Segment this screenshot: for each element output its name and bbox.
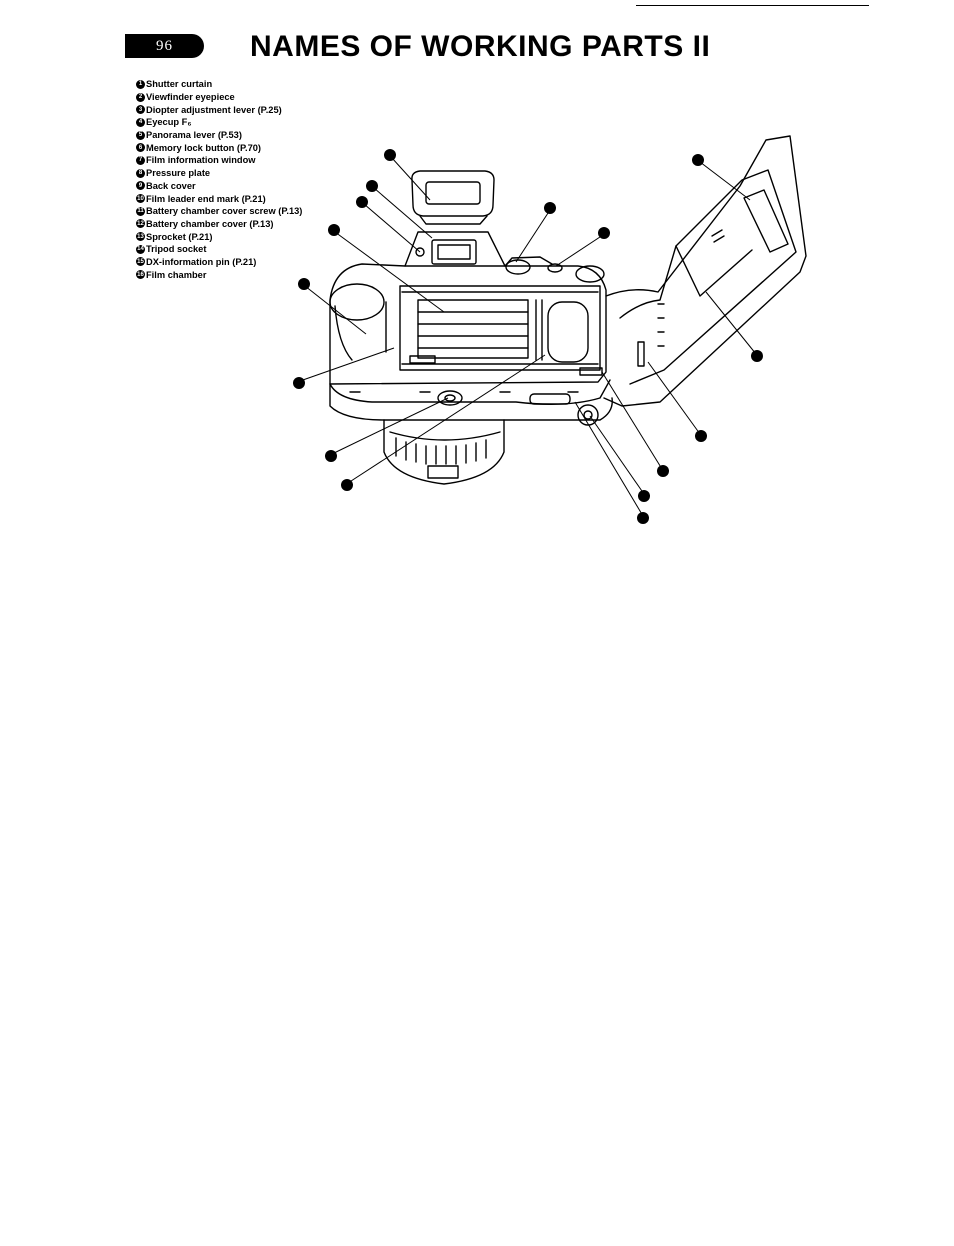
part-number-badge: 12 — [137, 220, 144, 227]
part-number-badge: 9 — [136, 181, 145, 190]
part-label: Diopter adjustment lever (P.25) — [146, 104, 282, 115]
part-label: Memory lock button (P.70) — [146, 142, 262, 153]
viewfinder-prism-illustration — [405, 232, 505, 266]
page-number-tab: 96 — [125, 34, 204, 58]
callout-2 — [366, 180, 378, 192]
callout-16 — [341, 479, 353, 491]
eyecup-illustration — [412, 171, 494, 224]
part-number-badge: 5 — [136, 131, 145, 140]
callout-11 — [638, 490, 650, 502]
part-number-badge: 10 — [137, 195, 144, 202]
callout-5 — [544, 202, 556, 214]
lens-illustration — [384, 420, 504, 484]
callout-10 — [657, 465, 669, 477]
part-label: Pressure plate — [146, 168, 211, 179]
part-number-badge: 3 — [136, 105, 145, 114]
part-label: Panorama lever (P.53) — [146, 130, 242, 141]
part-label: Eyecup F₆ — [146, 117, 192, 128]
part-number-badge: 11 — [137, 208, 144, 215]
part-number-badge: 8 — [136, 169, 145, 178]
part-label: Battery chamber cover screw (P.13) — [146, 206, 303, 217]
part-label: Tripod socket — [146, 244, 207, 255]
part-number-badge: 2 — [136, 93, 145, 102]
camera-body-illustration — [330, 264, 612, 425]
back-cover-illustration — [604, 136, 806, 406]
part-label: Viewfinder eyepiece — [146, 92, 235, 103]
callout-13 — [298, 278, 310, 290]
callout-4 — [384, 149, 396, 161]
part-label: Sprocket (P.21) — [146, 231, 213, 242]
callout-9 — [695, 430, 707, 442]
callout-1 — [328, 224, 340, 236]
callout-12 — [637, 512, 649, 524]
callout-8 — [751, 350, 763, 362]
part-label: Battery chamber cover (P.13) — [146, 218, 274, 229]
callout-3 — [356, 196, 368, 208]
part-label: Film chamber — [146, 269, 207, 280]
part-label: Film information window — [146, 155, 256, 166]
part-number-badge: 14 — [137, 246, 144, 253]
part-number-badge: 6 — [136, 143, 145, 152]
part-number-badge: 1 — [136, 80, 145, 89]
page-title: NAMES OF WORKING PARTS II — [250, 30, 711, 63]
callout-7 — [692, 154, 704, 166]
part-label: Film leader end mark (P.21) — [146, 193, 266, 204]
part-label: Shutter curtain — [146, 79, 213, 90]
part-number-badge: 7 — [136, 156, 145, 165]
callout-6 — [598, 227, 610, 239]
part-label: Back cover — [146, 180, 196, 191]
part-label: DX-information pin (P.21) — [146, 256, 257, 267]
callout-15 — [325, 450, 337, 462]
part-number-badge: 16 — [137, 271, 144, 278]
callout-14 — [293, 377, 305, 389]
part-number-badge: 4 — [136, 118, 145, 127]
part-number-badge: 15 — [137, 258, 144, 265]
part-number-badge: 13 — [137, 233, 144, 240]
